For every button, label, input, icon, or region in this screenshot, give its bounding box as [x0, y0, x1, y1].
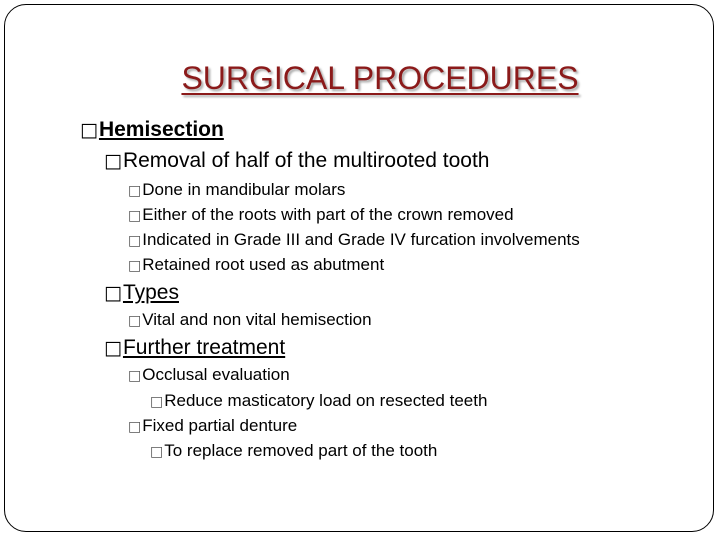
bullet-text: Done in mandibular molars	[142, 180, 346, 199]
bullet-text: Types	[122, 281, 179, 304]
bullet-fixed-denture	[128, 416, 297, 436]
bullet-icon: □	[104, 282, 122, 304]
bullet-occlusal	[128, 365, 290, 385]
bullet-text: Further treatment	[122, 336, 286, 359]
bullet-types	[104, 281, 179, 305]
bullet-icon: □	[128, 183, 142, 199]
bullet-text: Occlusal evaluation	[142, 365, 290, 384]
bullet-hemisection	[80, 118, 224, 142]
bullet-text: Reduce masticatory load on resected teeth	[164, 391, 488, 410]
bullet-icon: □	[150, 394, 164, 410]
bullet-icon: □	[128, 258, 142, 274]
bullet-icon: □	[104, 150, 122, 172]
bullet-icon: □	[150, 444, 164, 460]
bullet-text: Hemisection	[98, 118, 224, 141]
bullet-indicated	[128, 230, 580, 250]
bullet-text: Retained root used as abutment	[142, 255, 385, 274]
bullet-masticatory	[150, 391, 487, 411]
bullet-retained	[128, 255, 384, 275]
bullet-vital	[128, 310, 372, 330]
bullet-mandibular	[128, 180, 345, 200]
bullet-removal	[104, 149, 490, 173]
bullet-icon: □	[104, 337, 122, 359]
bullet-icon: □	[128, 208, 142, 224]
bullet-further-treatment	[104, 336, 285, 360]
bullet-replace	[150, 441, 437, 461]
bullet-text: Fixed partial denture	[142, 416, 298, 435]
bullet-roots	[128, 205, 514, 225]
bullet-text: Either of the roots with part of the crown removed	[142, 205, 514, 224]
bullet-icon: □	[80, 119, 98, 141]
bullet-icon: □	[128, 368, 142, 384]
bullet-text: Indicated in Grade III and Grade IV furcation involvements	[142, 230, 580, 249]
bullet-icon: □	[128, 233, 142, 249]
bullet-text: Removal of half of the multirooted tooth	[122, 149, 490, 172]
slide-title: SURGICAL PROCEDURES	[181, 60, 579, 96]
bullet-icon: □	[128, 313, 142, 329]
bullet-icon: □	[128, 419, 142, 435]
bullet-text: To replace removed part of the tooth	[164, 441, 438, 460]
bullet-text: Vital and non vital hemisection	[142, 310, 372, 329]
